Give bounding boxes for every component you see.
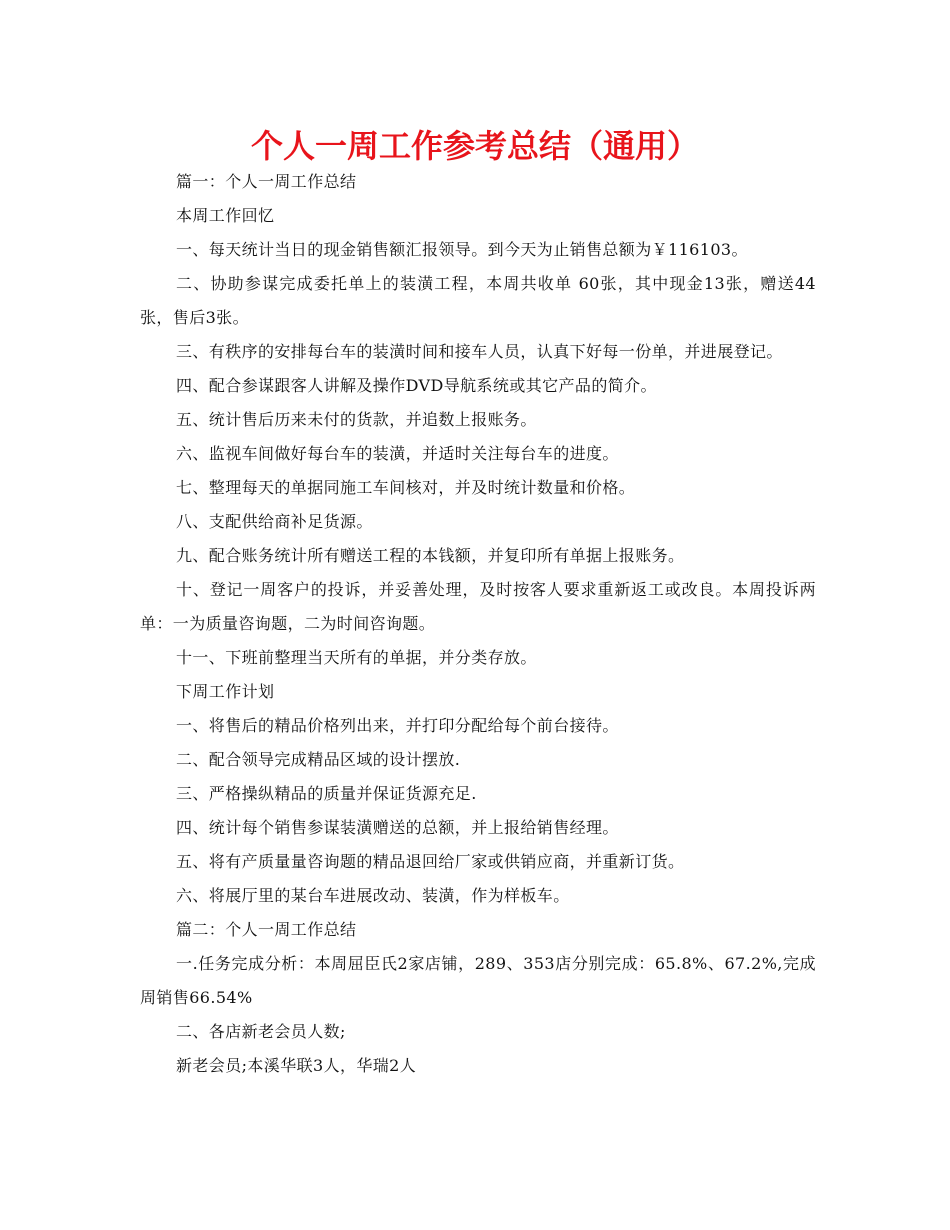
paragraph-item-10: 十、登记一周客户的投诉，并妥善处理，及时按客人要求重新返工或改良。本周投诉两单：一为质量咨询题，二为时间咨询题。 [140,580,816,633]
section-heading-part-two: 篇二：个人一周工作总结 [176,920,357,939]
plan-item-3: 三、严格操纵精品的质量并保证货源充足. [176,784,477,803]
plan-item-5: 五、将有产质量量咨询题的精品退回给厂家或供销应商，并重新订货。 [176,852,685,871]
task-analysis-paragraph: 一.任务完成分析：本周屈臣氏2家店铺，289、353店分别完成：65.8%、67.2%,完成周销售66.54% [140,954,816,1007]
section-heading-part-one: 篇一：个人一周工作总结 [176,172,357,191]
paragraph-item-7: 七、整理每天的单据同施工车间核对，并及时统计数量和价格。 [176,478,636,497]
paragraph-item-4: 四、配合参谋跟客人讲解及操作DVD导航系统或其它产品的简介。 [176,376,657,395]
plan-item-1: 一、将售后的精品价格列出来，并打印分配给每个前台接待。 [176,716,619,735]
member-count-detail: 新老会员;本溪华联3人，华瑞2人 [176,1056,417,1075]
paragraph-item-1: 一、每天统计当日的现金销售额汇报领导。到今天为止销售总额为￥116103。 [176,240,748,259]
plan-item-4: 四、统计每个销售参谋装潢赠送的总额，并上报给销售经理。 [176,818,619,837]
paragraph-item-2: 二、协助参谋完成委托单上的装潢工程，本周共收单 60张，其中现金13张，赠送44张，售后3张。 [140,274,816,327]
subheading-next-week-plan: 下周工作计划 [176,682,275,701]
subheading-this-week-review: 本周工作回忆 [176,206,275,225]
paragraph-item-5: 五、统计售后历来未付的货款，并追数上报账务。 [176,410,537,429]
member-count-heading: 二、各店新老会员人数; [176,1022,346,1041]
plan-item-2: 二、配合领导完成精品区域的设计摆放. [176,750,461,769]
plan-item-6: 六、将展厅里的某台车进展改动、装潢，作为样板车。 [176,886,570,905]
paragraph-item-11: 十一、下班前整理当天所有的单据，并分类存放。 [176,648,537,667]
paragraph-item-9: 九、配合账务统计所有赠送工程的本钱额，并复印所有单据上报账务。 [176,546,685,565]
paragraph-item-3: 三、有秩序的安排每台车的装潢时间和接车人员，认真下好每一份单，并进展登记。 [176,342,783,361]
document-body [140,165,816,1083]
document-title: 个人一周工作参考总结（通用） [250,127,699,165]
paragraph-item-6: 六、监视车间做好每台车的装潢，并适时关注每台车的进度。 [176,444,619,463]
paragraph-item-8: 八、支配供给商补足货源。 [176,512,373,531]
